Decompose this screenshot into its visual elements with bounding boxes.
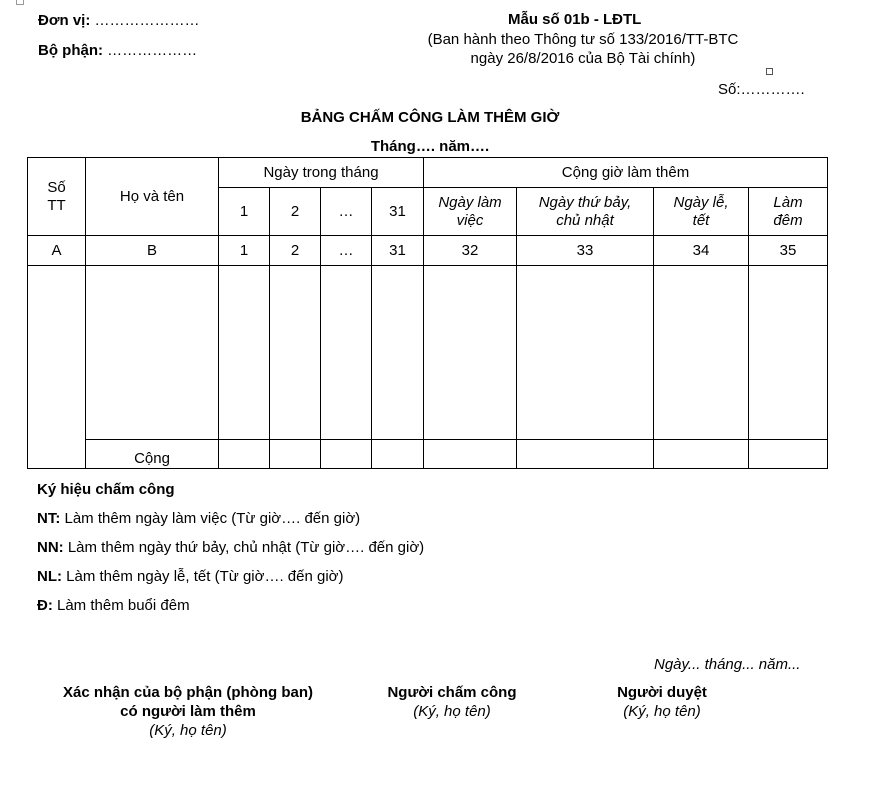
col-stt-header: Số TT (28, 158, 86, 236)
code-cell: B (86, 236, 219, 266)
corner-marker (16, 0, 24, 5)
total-cell (424, 440, 517, 469)
form-code: Mẫu số 01b - LĐTL (508, 11, 642, 28)
days-group-header: Ngày trong tháng (219, 158, 424, 188)
body-cell (270, 266, 321, 440)
issued-line-2: ngày 26/8/2016 của Bộ Tài chính) (470, 50, 696, 67)
total-cell (270, 440, 321, 469)
approver-title: Người duyệt (617, 684, 707, 701)
timekeeper-sign-hint: (Ký, họ tên) (413, 703, 491, 720)
code-cell: 2 (270, 236, 321, 266)
page-title: BẢNG CHẤM CÔNG LÀM THÊM GIỜ (300, 109, 560, 126)
date-line: Ngày... tháng... năm... (654, 656, 801, 673)
legend-item: NT: Làm thêm ngày làm việc (Từ giờ…. đến giờ) (37, 510, 361, 527)
legend-item: Đ: Làm thêm buổi đêm (37, 597, 190, 614)
body-cell (424, 266, 517, 440)
code-cell: 33 (517, 236, 654, 266)
body-cell (654, 266, 749, 440)
timekeeper-title: Người chấm công (387, 684, 517, 701)
code-cell: … (321, 236, 372, 266)
ot-col-workday: Ngày làm việc (424, 188, 517, 236)
approver-sign-hint: (Ký, họ tên) (623, 703, 701, 720)
small-checkbox-mark (766, 68, 773, 75)
legend-item: NN: Làm thêm ngày thứ bảy, chủ nhật (Từ giờ…. đến giờ) (37, 539, 425, 556)
total-cell (321, 440, 372, 469)
code-cell: 31 (372, 236, 424, 266)
code-cell: 34 (654, 236, 749, 266)
unit-dots: ………………… (90, 12, 200, 29)
overtime-group-header: Cộng giờ làm thêm (424, 158, 828, 188)
total-cell (654, 440, 749, 469)
total-cell (517, 440, 654, 469)
code-cell: A (28, 236, 86, 266)
data-body-row (28, 266, 828, 440)
col-name-header: Họ và tên (86, 158, 219, 236)
body-cell (517, 266, 654, 440)
day-col-31: 31 (372, 188, 424, 236)
confirm-sign-hint: (Ký, họ tên) (149, 722, 227, 739)
body-cell (749, 266, 828, 440)
legend-item: NL: Làm thêm ngày lễ, tết (Từ giờ…. đến giờ) (37, 568, 344, 585)
stt-body-cell (28, 266, 86, 469)
header-row-1 (28, 158, 828, 188)
day-col-ellipsis: … (321, 188, 372, 236)
dept-line (38, 42, 197, 59)
code-cell: 35 (749, 236, 828, 266)
ot-col-night: Làm đêm (749, 188, 828, 236)
code-cell: 32 (424, 236, 517, 266)
dept-label: Bộ phận: (38, 42, 103, 59)
unit-line (38, 12, 200, 29)
legend-title: Ký hiệu chấm công (37, 481, 175, 498)
total-cell (749, 440, 828, 469)
dept-dots: ……………… (103, 42, 198, 59)
body-cell (321, 266, 372, 440)
confirm-title-1: Xác nhận của bộ phận (phòng ban) (63, 684, 313, 701)
code-row (28, 236, 828, 266)
total-cell (219, 440, 270, 469)
day-col-2: 2 (270, 188, 321, 236)
issued-line-1: (Ban hành theo Thông tư số 133/2016/TT-BTC (427, 31, 739, 48)
ot-col-weekend: Ngày thứ bảy, chủ nhật (517, 188, 654, 236)
document-number: Số:…………. (718, 81, 805, 98)
confirm-title-2: có người làm thêm (120, 703, 256, 720)
ot-col-holiday: Ngày lễ, tết (654, 188, 749, 236)
day-col-1: 1 (219, 188, 270, 236)
name-body-cell (86, 266, 219, 440)
total-label: Cộng (86, 440, 219, 469)
body-cell (219, 266, 270, 440)
overtime-table (27, 157, 828, 469)
code-cell: 1 (219, 236, 270, 266)
unit-label: Đơn vị: (38, 12, 91, 29)
page-subtitle: Tháng…. năm…. (370, 138, 490, 155)
total-cell (372, 440, 424, 469)
total-row (28, 440, 828, 469)
body-cell (372, 266, 424, 440)
